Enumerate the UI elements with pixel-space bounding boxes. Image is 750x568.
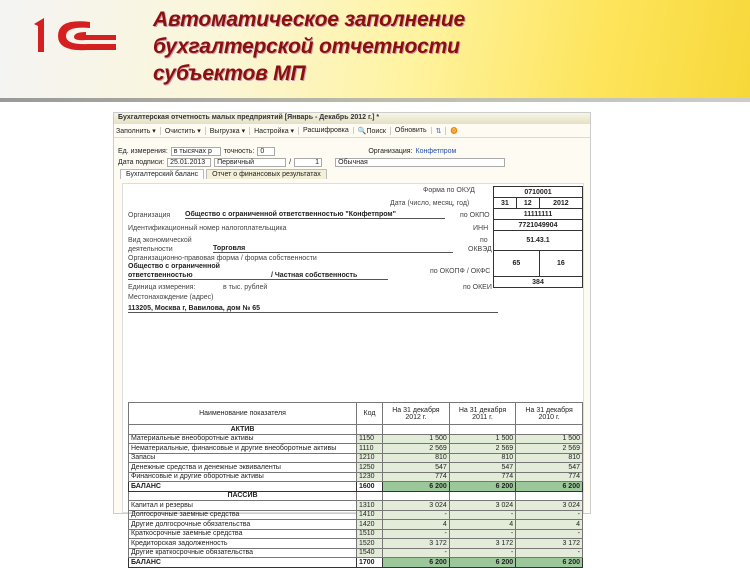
row-code: 1540 bbox=[357, 548, 383, 558]
row-code: 1310 bbox=[357, 501, 383, 511]
address-value: 113205, Москва г, Вавилова, дом № 65 bbox=[128, 305, 498, 313]
unit-label: Единица измерения: bbox=[128, 284, 196, 291]
row-name: Материальные внеоборотные активы bbox=[129, 434, 357, 444]
okved-code: 51.43.1 bbox=[494, 231, 583, 251]
row-name: Денежные средства и денежные эквиваленты bbox=[129, 463, 357, 473]
ownership-form: / Частная собственность bbox=[271, 272, 358, 279]
search-icon: 🔍 bbox=[357, 127, 367, 135]
row-code: 1250 bbox=[357, 463, 383, 473]
window-title: Бухгалтерская отчетность малых предприятий [Январь - Декабрь 2012 г.] * bbox=[114, 113, 590, 124]
col-header: Наименование показателя bbox=[129, 403, 357, 425]
col-header: Код bbox=[357, 403, 383, 425]
table-row bbox=[129, 453, 583, 463]
activity-value: Торговля bbox=[213, 245, 453, 253]
okei-code: 384 bbox=[494, 277, 583, 288]
org-label: Организация bbox=[128, 212, 171, 219]
section-title: ПАССИВ bbox=[129, 491, 357, 501]
row-value[interactable]: 1 500 bbox=[449, 434, 515, 444]
legal-label: Организационно-правовая форма / форма собственности bbox=[128, 255, 317, 262]
type-select[interactable]: Обычная bbox=[335, 158, 505, 167]
refresh-button[interactable]: Обновить bbox=[395, 127, 432, 134]
total-value: 6 200 bbox=[383, 558, 450, 568]
okpo-label: по ОКПО bbox=[460, 212, 490, 219]
row-code: 1110 bbox=[357, 444, 383, 454]
okopf-label: по ОКОПФ / ОКФС bbox=[430, 268, 491, 275]
row-name: Другие долгосрочные обязательства bbox=[129, 520, 357, 530]
legal-form: Общество с ограниченной bbox=[128, 263, 220, 270]
table-row bbox=[129, 539, 583, 549]
row-value[interactable]: 4 bbox=[383, 520, 450, 530]
total-row bbox=[129, 558, 583, 568]
unit-label: Ед. измерения: bbox=[118, 148, 168, 155]
date-field[interactable]: 25.01.2013 bbox=[167, 158, 211, 167]
help-icon[interactable]: ⓿ bbox=[450, 127, 458, 135]
tab-financial-results[interactable]: Отчет о финансовых результатах bbox=[206, 169, 327, 179]
total-row bbox=[129, 482, 583, 492]
okfs-code: 16 bbox=[539, 251, 582, 277]
table-row bbox=[129, 472, 583, 482]
hierarchy-icon[interactable]: ⇅ bbox=[436, 127, 447, 135]
total-value: 6 200 bbox=[383, 482, 450, 492]
row-value[interactable]: 2 569 bbox=[449, 444, 515, 454]
row-name: Краткосрочные заемные средства bbox=[129, 529, 357, 539]
date-label: Дата (число, месяц, год) bbox=[390, 200, 470, 207]
month: 12 bbox=[516, 198, 539, 209]
row-name: Нематериальные, финансовые и другие внеоборотные активы bbox=[129, 444, 357, 454]
search-button[interactable] bbox=[358, 127, 391, 135]
okpo-code: 11111111 bbox=[494, 209, 583, 220]
row-value[interactable]: 4 bbox=[516, 520, 583, 530]
settings-button[interactable]: Настройка ▾ bbox=[254, 127, 299, 135]
total-value: 6 200 bbox=[516, 482, 583, 492]
slash: / bbox=[289, 159, 292, 166]
row-name: Капитал и резервы bbox=[129, 501, 357, 511]
toolbar bbox=[114, 124, 590, 138]
row-value[interactable]: 2 569 bbox=[383, 444, 450, 454]
inn-code: 7721049904 bbox=[494, 220, 583, 231]
okud-label: Форма по ОКУД bbox=[423, 187, 475, 194]
export-button[interactable]: Выгрузка ▾ bbox=[210, 127, 250, 135]
day: 31 bbox=[494, 198, 517, 209]
section-title: АКТИВ bbox=[129, 425, 357, 435]
row-value[interactable]: - bbox=[516, 529, 583, 539]
row-code: 1210 bbox=[357, 453, 383, 463]
row-value[interactable]: - bbox=[449, 510, 515, 520]
title-line: бухгалтерской отчетности bbox=[153, 35, 460, 58]
app-window bbox=[113, 112, 591, 566]
row-name: Запасы bbox=[129, 453, 357, 463]
kind-select[interactable]: Первичный bbox=[214, 158, 286, 167]
org-link[interactable]: Конфетпром bbox=[415, 148, 457, 155]
row-code: 1600 bbox=[357, 482, 383, 492]
report-form bbox=[122, 183, 584, 566]
table-row bbox=[129, 444, 583, 454]
total-value: 6 200 bbox=[449, 482, 515, 492]
unit-value: в тыс. рублей bbox=[223, 284, 268, 291]
row-value[interactable]: - bbox=[449, 548, 515, 558]
row-value[interactable]: 3 172 bbox=[383, 539, 450, 549]
row-code: 1420 bbox=[357, 520, 383, 530]
balance-table bbox=[128, 402, 583, 568]
1c-logo bbox=[30, 14, 118, 54]
inn-text: Идентификационный номер налогоплательщика bbox=[128, 225, 287, 232]
activity-label: деятельности bbox=[128, 246, 173, 253]
row-value[interactable]: 1 500 bbox=[516, 434, 583, 444]
row-value[interactable]: - bbox=[449, 529, 515, 539]
row-name: Финансовые и другие оборотные активы bbox=[129, 472, 357, 482]
row-value[interactable]: 547 bbox=[449, 463, 515, 473]
row-value[interactable]: 547 bbox=[516, 463, 583, 473]
table-row bbox=[129, 548, 583, 558]
org-name: Общество с ограниченной ответственностью "Конфетпром" bbox=[185, 211, 445, 219]
row-value[interactable]: 810 bbox=[383, 453, 450, 463]
row-value[interactable]: 547 bbox=[383, 463, 450, 473]
org-label: Организация: bbox=[368, 148, 413, 155]
row-value[interactable]: 3 024 bbox=[449, 501, 515, 511]
title-line: Автоматическое заполнение bbox=[153, 8, 466, 31]
total-value: 6 200 bbox=[449, 558, 515, 568]
table-row bbox=[129, 510, 583, 520]
row-code: 1150 bbox=[357, 434, 383, 444]
row-value[interactable]: - bbox=[383, 529, 450, 539]
row-value[interactable]: 774 bbox=[383, 472, 450, 482]
unit-select[interactable]: в тысячах р bbox=[171, 147, 221, 156]
row-code: 1230 bbox=[357, 472, 383, 482]
table-row bbox=[129, 434, 583, 444]
year: 2012 bbox=[539, 198, 582, 209]
codes-table bbox=[493, 186, 583, 288]
okei-label: по ОКЕИ bbox=[463, 284, 492, 291]
clear-button[interactable]: Очистить ▾ bbox=[165, 127, 206, 135]
row-value[interactable]: 3 024 bbox=[383, 501, 450, 511]
row-name: Другие краткосрочные обязательства bbox=[129, 548, 357, 558]
table-row bbox=[129, 529, 583, 539]
fill-button[interactable]: Заполнить ▾ bbox=[116, 127, 161, 135]
row-code: 1520 bbox=[357, 539, 383, 549]
search-label: Поиск bbox=[366, 127, 386, 135]
slide-title bbox=[153, 6, 465, 87]
row-value[interactable]: - bbox=[383, 548, 450, 558]
row-value[interactable]: 774 bbox=[516, 472, 583, 482]
row-value[interactable]: 810 bbox=[516, 453, 583, 463]
row-name: Кредиторская задолженность bbox=[129, 539, 357, 549]
row-value[interactable]: 2 569 bbox=[516, 444, 583, 454]
title-line: субъектов МП bbox=[153, 62, 306, 85]
row-value[interactable]: 4 bbox=[449, 520, 515, 530]
inn-label: ИНН bbox=[473, 225, 489, 232]
row-value[interactable]: 3 172 bbox=[449, 539, 515, 549]
activity-label: Вид экономической bbox=[128, 237, 192, 244]
precision-label: точность: bbox=[223, 148, 255, 155]
row-value[interactable]: 810 bbox=[449, 453, 515, 463]
okud-code: 0710001 bbox=[494, 187, 583, 198]
row-code: 1510 bbox=[357, 529, 383, 539]
slide-header bbox=[0, 0, 750, 102]
row-code: 1410 bbox=[357, 510, 383, 520]
row-value[interactable]: 774 bbox=[449, 472, 515, 482]
col-header: На 31 декабря 2012 г. bbox=[383, 403, 450, 425]
table-row bbox=[129, 463, 583, 473]
tab-balance[interactable]: Бухгалтерский баланс bbox=[120, 169, 204, 179]
col-header: На 31 декабря 2011 г. bbox=[449, 403, 515, 425]
row-name: БАЛАНС bbox=[129, 482, 357, 492]
row-value[interactable]: - bbox=[516, 510, 583, 520]
date-label: Дата подписи: bbox=[118, 159, 165, 166]
row-value[interactable]: 3 024 bbox=[516, 501, 583, 511]
col-header: На 31 декабря 2010 г. bbox=[516, 403, 583, 425]
row-name: Долгосрочные заемные средства bbox=[129, 510, 357, 520]
total-value: 6 200 bbox=[516, 558, 583, 568]
okved-label: ОКВЭД bbox=[468, 246, 492, 253]
table-row bbox=[129, 520, 583, 530]
precision-field[interactable]: 0 bbox=[257, 147, 275, 156]
row-value[interactable]: - bbox=[516, 548, 583, 558]
drilldown-button[interactable]: Расшифровка bbox=[303, 127, 354, 134]
row-value[interactable]: - bbox=[383, 510, 450, 520]
address-label: Местонахождение (адрес) bbox=[128, 294, 214, 301]
table-row bbox=[129, 501, 583, 511]
correction-field[interactable]: 1 bbox=[294, 158, 322, 167]
legal-form: ответственностью bbox=[128, 272, 388, 280]
row-code: 1700 bbox=[357, 558, 383, 568]
row-value[interactable]: 1 500 bbox=[383, 434, 450, 444]
okopf-code: 65 bbox=[494, 251, 540, 277]
okved-label: по bbox=[480, 237, 488, 244]
row-name: БАЛАНС bbox=[129, 558, 357, 568]
row-value[interactable]: 3 172 bbox=[516, 539, 583, 549]
